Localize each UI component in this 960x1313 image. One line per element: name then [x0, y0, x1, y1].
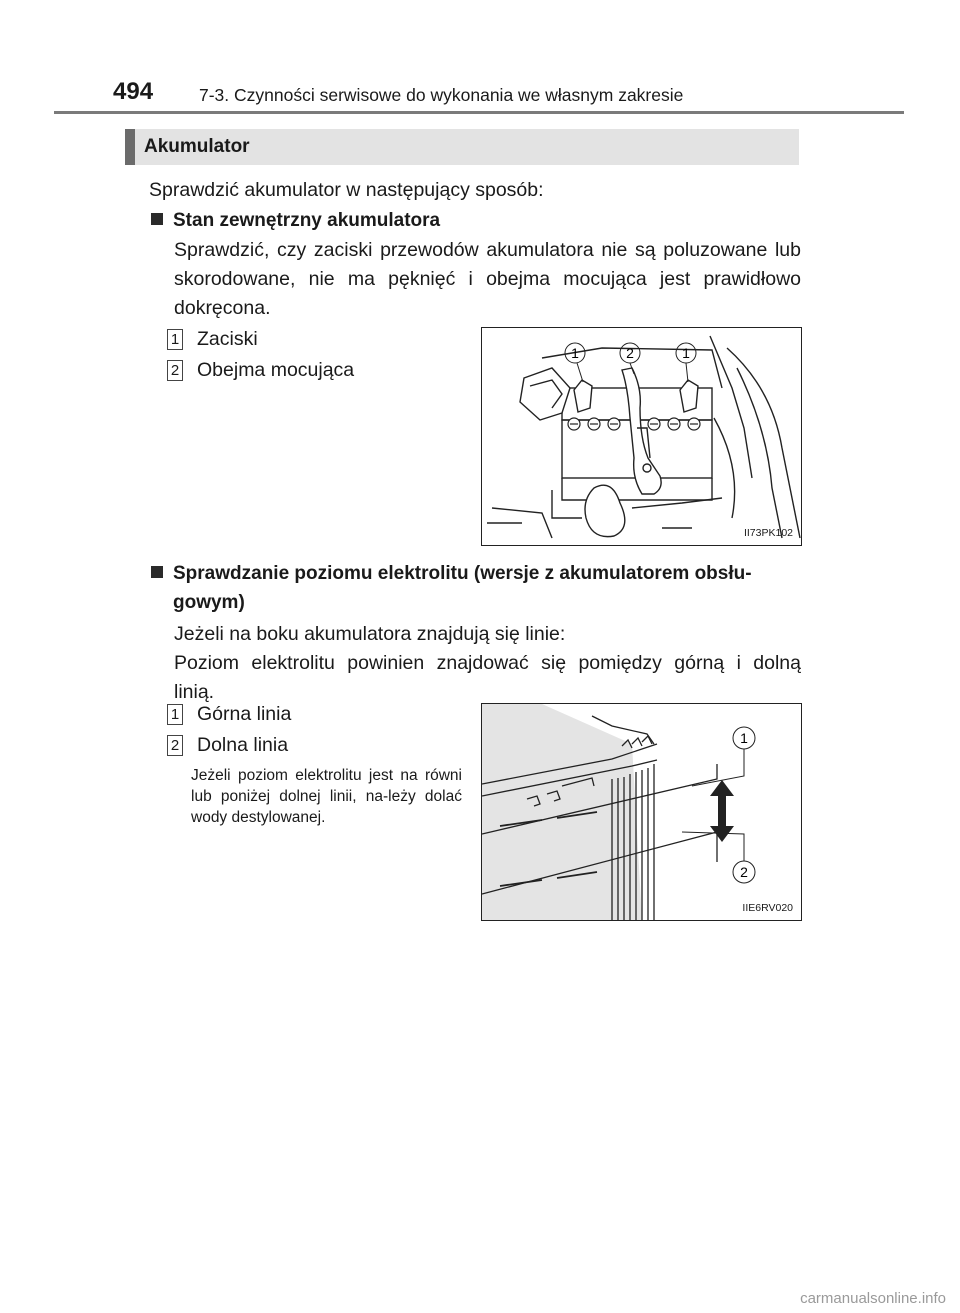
callout-number: 1 — [167, 704, 183, 725]
callout-item — [167, 325, 354, 354]
figure-label: 1 — [682, 345, 690, 361]
callout-list — [167, 700, 291, 760]
electrolyte-body-line2: Poziom elektrolitu powinien znajdować się pomiędzy górną i dolną — [174, 652, 801, 674]
external-condition-body: Sprawdzić, czy zaciski przewodów akumulatora nie są poluzowane lub skorodowane, nie ma pęknięć i obejma mocująca jest prawidłowo dokręcona. — [174, 239, 801, 319]
callout-label: Zaciski — [197, 328, 258, 350]
figure-label: 1 — [740, 730, 748, 746]
section-intro: Sprawdzić akumulator w następujący sposób: — [149, 179, 544, 201]
figure-label: 2 — [740, 864, 748, 880]
figure-code: IIE6RV020 — [742, 902, 793, 914]
subheading-text: Stan zewnętrzny akumulatora — [173, 210, 441, 231]
electrolyte-illustration — [482, 704, 801, 920]
battery-terminals-figure — [481, 327, 802, 546]
electrolyte-body — [174, 620, 801, 707]
bullet-square-icon — [151, 213, 163, 225]
electrolyte-body-line3: linią. — [174, 681, 215, 703]
callout-number: 1 — [167, 329, 183, 350]
bullet-square-icon — [151, 566, 163, 578]
chapter-title: 7-3. Czynności serwisowe do wykonania we własnym zakresie — [199, 85, 684, 105]
battery-illustration — [482, 328, 801, 545]
callout-number: 2 — [167, 360, 183, 381]
figure-code: II73PK102 — [743, 527, 793, 539]
callout-item — [167, 356, 354, 385]
callout-list — [167, 325, 354, 385]
electrolyte-note: Jeżeli poziom elektrolitu jest na równi lub poniżej dolnej linii, na-leży dolać wody destylowanej. — [191, 767, 462, 826]
callout-number: 2 — [167, 735, 183, 756]
subheading-text-line2: gowym) — [173, 592, 245, 613]
figure-label: 1 — [571, 345, 579, 361]
callout-label: Obejma mocująca — [197, 359, 355, 381]
figure-label: 2 — [626, 345, 634, 361]
callout-label: Górna linia — [197, 703, 292, 725]
electrolyte-level-figure — [481, 703, 802, 921]
subheading-text-line1: Sprawdzanie poziomu elektrolitu (wersje z akumulatorem obsłu- — [173, 563, 752, 584]
section-title: Akumulator — [144, 136, 250, 157]
section-marker — [125, 129, 135, 165]
page-number: 494 — [113, 78, 154, 105]
section-title-bar — [125, 129, 799, 165]
callout-item — [167, 731, 291, 760]
callout-label: Dolna linia — [197, 734, 289, 756]
electrolyte-body-line1: Jeżeli na boku akumulatora znajdują się linie: — [174, 623, 566, 645]
callout-item — [167, 700, 291, 729]
subheading-external-condition — [151, 206, 440, 235]
header-divider — [54, 111, 904, 114]
subheading-electrolyte — [151, 559, 801, 617]
watermark: carmanualsonline.info — [800, 1290, 946, 1307]
